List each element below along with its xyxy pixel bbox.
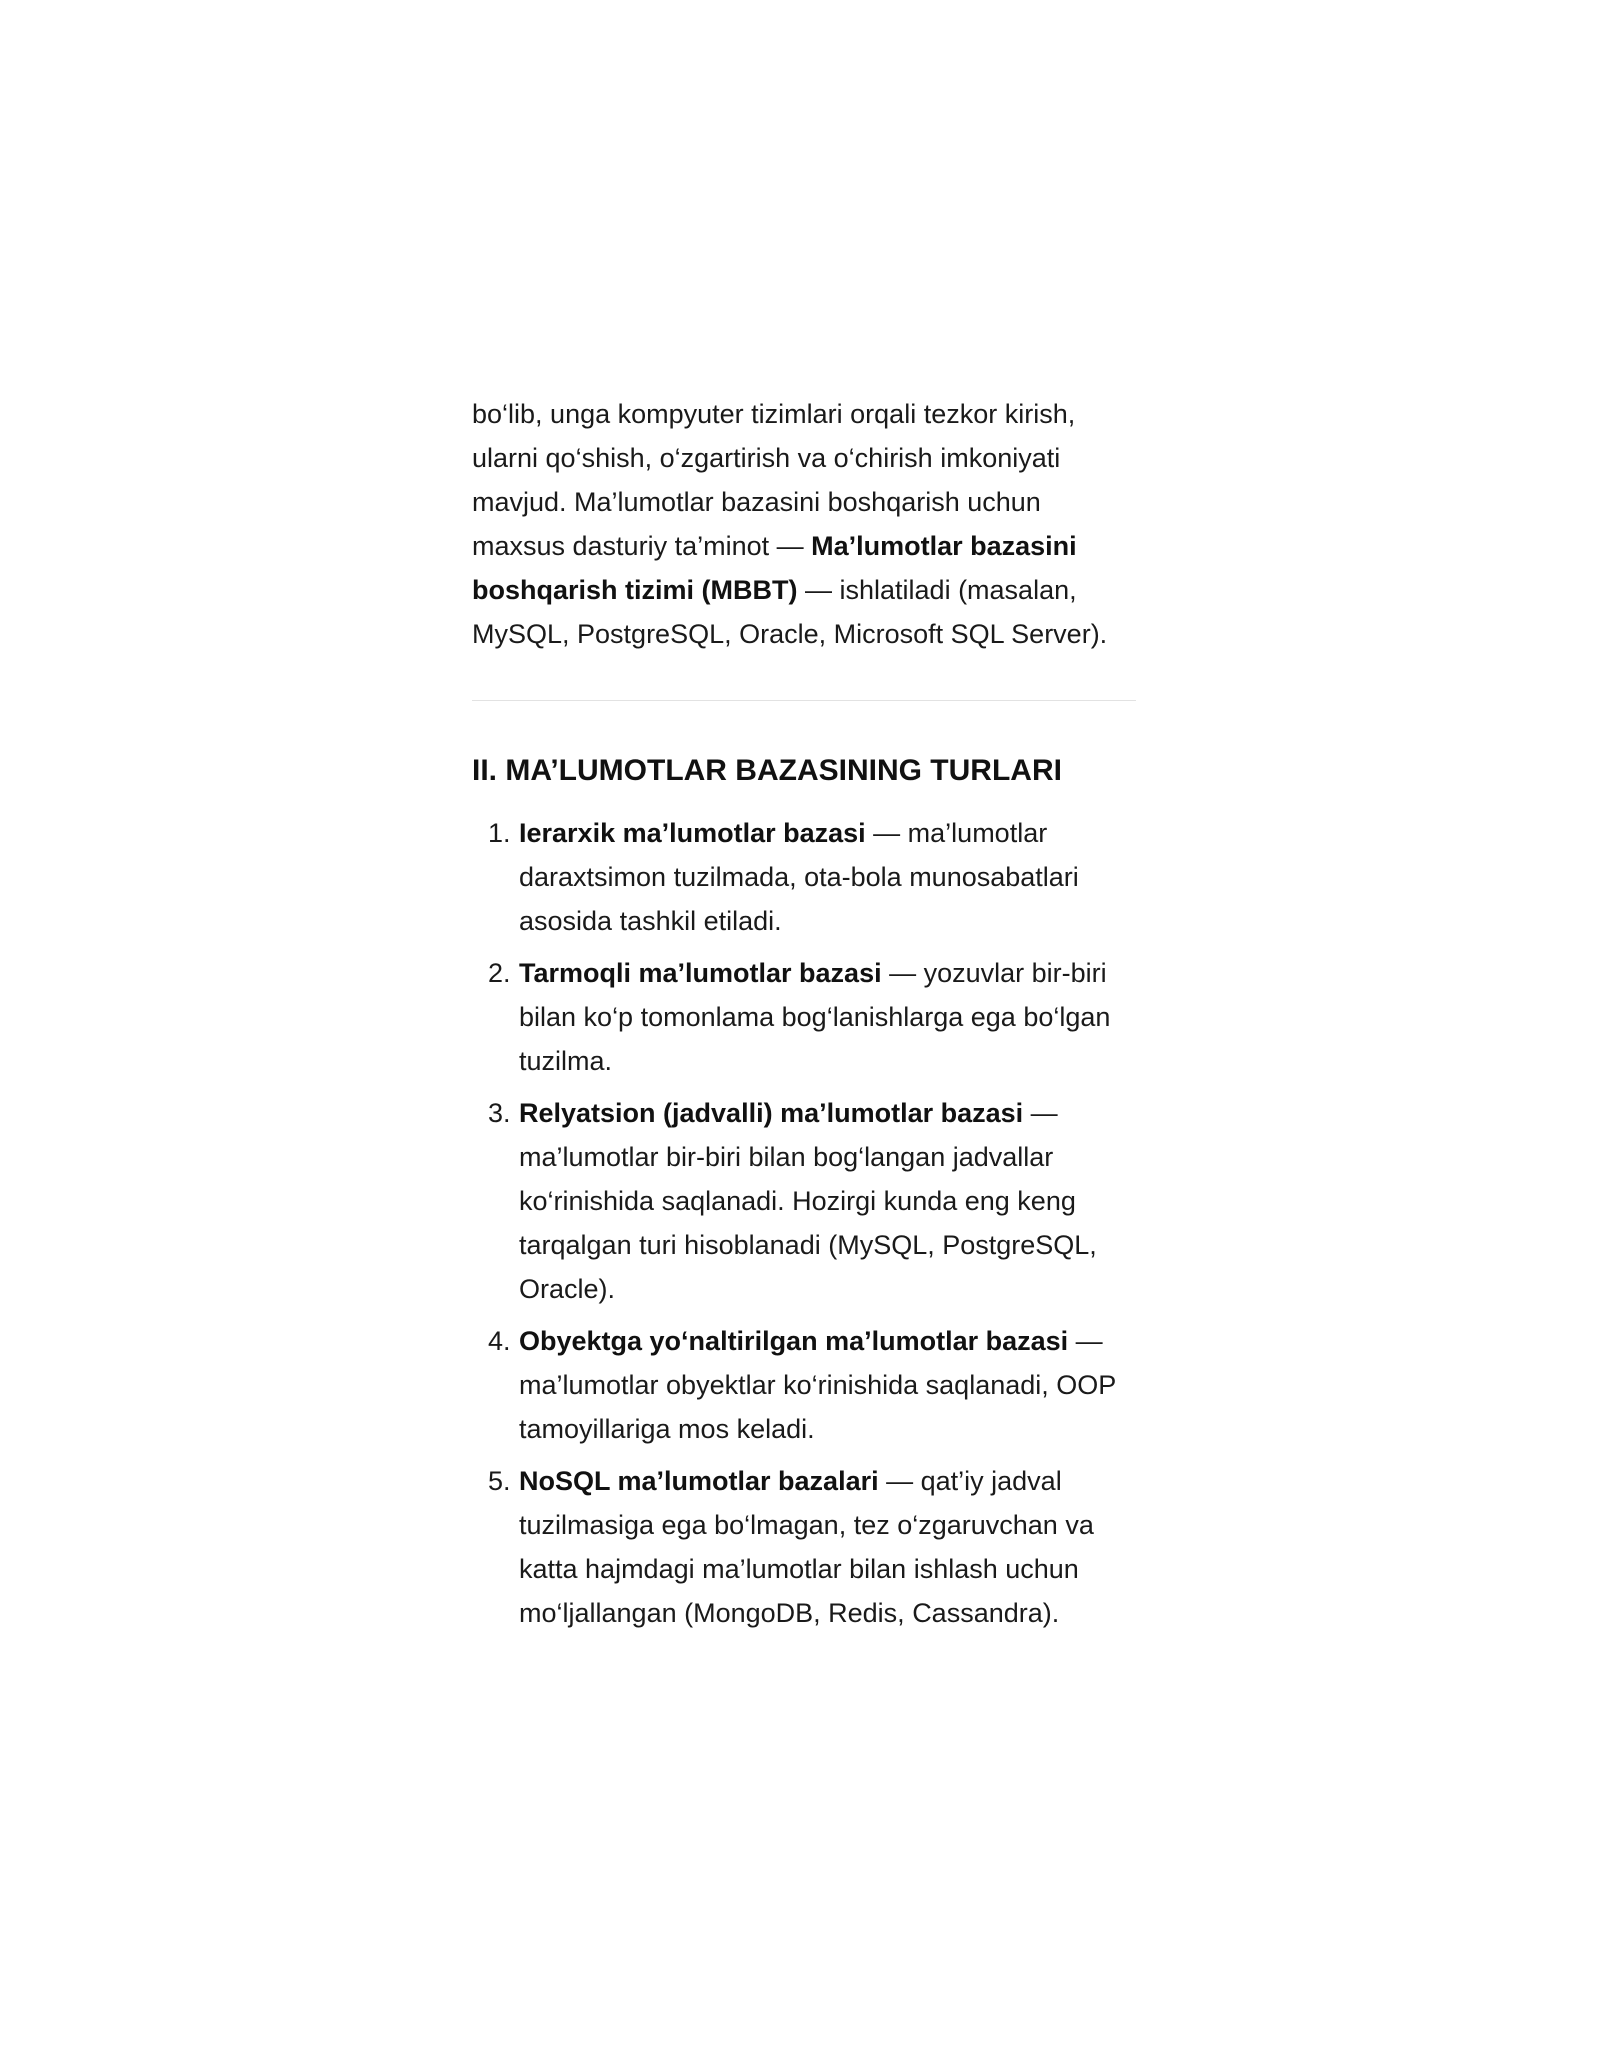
- list-item-term: NoSQL ma’lumotlar bazalari: [519, 1466, 879, 1496]
- intro-text-1: bo‘lib, unga kompyuter tizimlari orqali tezkor kirish, ularni qo‘shish, o‘zgartirish va o‘chirish imkoniyati mavjud. Ma’lumotlar bazasini boshqarish uchun maxsus dasturiy ta’minot —: [472, 399, 1076, 561]
- list-item-text: — qat’iy jadval tuzilmasiga ega bo‘lmagan, tez o‘zgaruvchan va katta hajmdagi ma’lumotlar bilan ishlash uchun mo‘ljallangan (MongoDB, Redis, Cassandra).: [519, 1466, 1094, 1628]
- list-item-number: 5.: [488, 1466, 511, 1496]
- database-types-list: [472, 811, 1136, 1635]
- list-item-term: Obyektga yo‘naltirilgan ma’lumotlar bazasi: [519, 1326, 1069, 1356]
- list-item-term: Relyatsion (jadvalli) ma’lumotlar bazasi: [519, 1098, 1024, 1128]
- intro-text-2: — ishlatiladi (masalan, MySQL, PostgreSQL, Oracle, Microsoft SQL Server).: [472, 575, 1108, 649]
- intro-bold-term: Ma’lumotlar bazasini boshqarish tizimi (MBBT): [472, 531, 1077, 605]
- list-item-text: — ma’lumotlar daraxtsimon tuzilmada, ota-bola munosabatlari asosida tashkil etiladi.: [519, 818, 1079, 936]
- list-item-number: 2.: [488, 958, 511, 988]
- list-item-term: Tarmoqli ma’lumotlar bazasi: [519, 958, 882, 988]
- list-item-text: — ma’lumotlar bir-biri bilan bog‘langan jadvallar ko‘rinishida saqlanadi. Hozirgi kunda eng keng tarqalgan turi hisoblanadi (MySQL, PostgreSQL, Oracle).: [519, 1098, 1097, 1304]
- list-item-number: 3.: [488, 1098, 511, 1128]
- list-item-number: 4.: [488, 1326, 511, 1356]
- section-title: II. MA’LUMOTLAR BAZASINING TURLARI: [472, 754, 1062, 787]
- list-item-text: — ma’lumotlar obyektlar ko‘rinishida saqlanadi, OOP tamoyillariga mos keladi.: [519, 1326, 1116, 1444]
- list-item: [472, 951, 1136, 1083]
- list-item-term: Ierarxik ma’lumotlar bazasi: [519, 818, 866, 848]
- list-item-number: 1.: [488, 818, 511, 848]
- list-item: [472, 1319, 1136, 1451]
- list-item: [472, 811, 1136, 943]
- document-page: [472, 392, 1136, 1643]
- section-divider: [472, 700, 1136, 701]
- list-item: [472, 1459, 1136, 1635]
- list-item-text: — yozuvlar bir-biri bilan ko‘p tomonlama bog‘lanishlarga ega bo‘lgan tuzilma.: [519, 958, 1111, 1076]
- list-item: [472, 1091, 1136, 1311]
- intro-paragraph: [472, 392, 1136, 656]
